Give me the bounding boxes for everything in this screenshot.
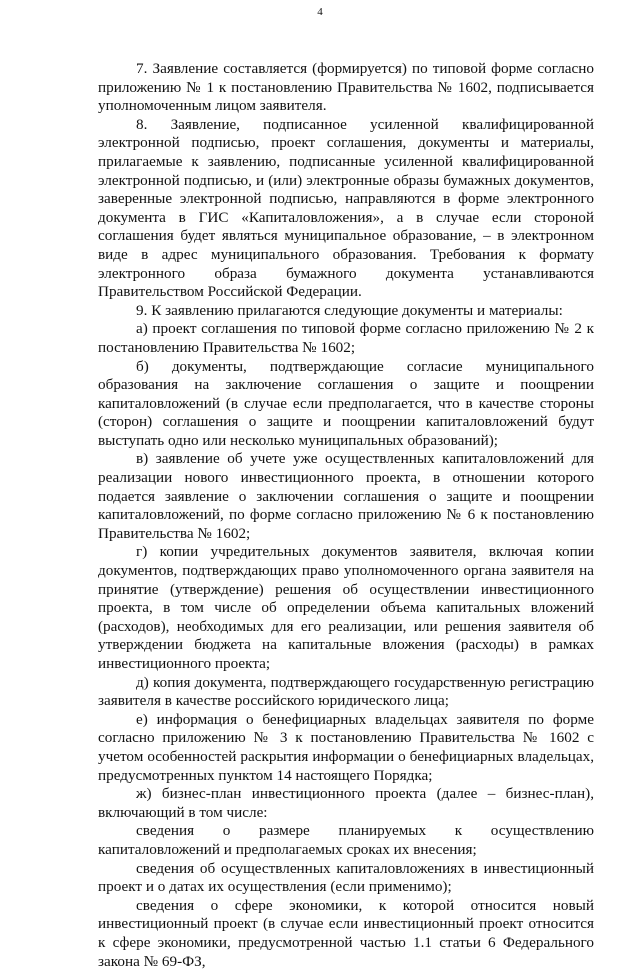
item-zh: ж) бизнес-план инвестиционного проекта (далее – бизнес-план), включающий в том числе: [98, 785, 594, 821]
item-b: б) документы, подтверждающие согласие муниципального образования на заключение соглашения о защите и поощрении капиталовложений (в случае если предполагается, что в качестве стороны (сторон) соглашения о защите и поощрении капиталовложений будут выступать одно или несколько муниципальных образований); [98, 357, 594, 449]
paragraph-7: 7. Заявление составляется (формируется) по типовой форме согласно приложению № 1 к постановлению Правительства № 1602, подписывается уполномоченным лицом заявителя. [98, 60, 594, 115]
business-plan-item-1: сведения о размере планируемых к осуществлению капиталовложений и предполагаемых сроках их внесения; [98, 822, 594, 858]
item-g: г) копии учредительных документов заявителя, включая копии документов, подтверждающих право уполномоченного органа заявителя на принятие (утверждение) решения об осуществлении инвестиционного проекта, в том числе об определении объема капитальных вложений (расходов), необходимых для его реализации, или решения заявителя об утверждении бюджета на капитальные вложения (расходы) в рамках инвестиционного проекта; [98, 543, 594, 672]
item-d: д) копия документа, подтверждающего государственную регистрацию заявителя в качестве российского юридического лица; [98, 673, 594, 710]
item-e: е) информация о бенефициарных владельцах заявителя по форме согласно приложению № 3 к постановлению Правительства № 1602 с учетом особенностей раскрытия информации о бенефициарных владельцах, предусмотренных пунктом 14 настоящего Порядка; [98, 710, 594, 784]
business-plan-item-2: сведения об осуществленных капиталовложениях в инвестиционный проект и о датах их осуществления (если применимо); [98, 859, 594, 896]
paragraph-8: 8. Заявление, подписанное усиленной квалифицированной электронной подписью, проект соглашения, документы и материалы, прилагаемые к заявлению, подписанные усиленной квалифицированной электронной подписью, и (или) электронные образы бумажных документов, заверенные электронной подписью, направляются в форме электронного документа в ГИС «Капиталовложения», а в случае если стороной соглашения будет являться муниципальное образование, – в электронном виде в адрес муниципального образования. Требования к формату электронного образа бумажного документа устанавливаются Правительством Российской Федерации. [98, 115, 594, 301]
document-body [98, 60, 594, 971]
paragraph-9: 9. К заявлению прилагаются следующие документы и материалы: [136, 301, 563, 319]
page-number: 4 [317, 6, 323, 18]
business-plan-item-3: сведения о сфере экономики, к которой относится новый инвестиционный проект (в случае если инвестиционный проект относится к сфере экономики, предусмотренной частью 1.1 статьи 6 Федерального закона № 69-ФЗ, [98, 896, 594, 970]
item-v: в) заявление об учете уже осуществленных капиталовложений для реализации нового инвестиционного проекта, в отношении которого подается заявление о заключении соглашения о защите и поощрении капиталовложений, по форме согласно приложению № 6 к постановлению Правительства № 1602; [98, 450, 594, 542]
item-a: а) проект соглашения по типовой форме согласно приложению № 2 к постановлению Правительства № 1602; [98, 320, 594, 356]
